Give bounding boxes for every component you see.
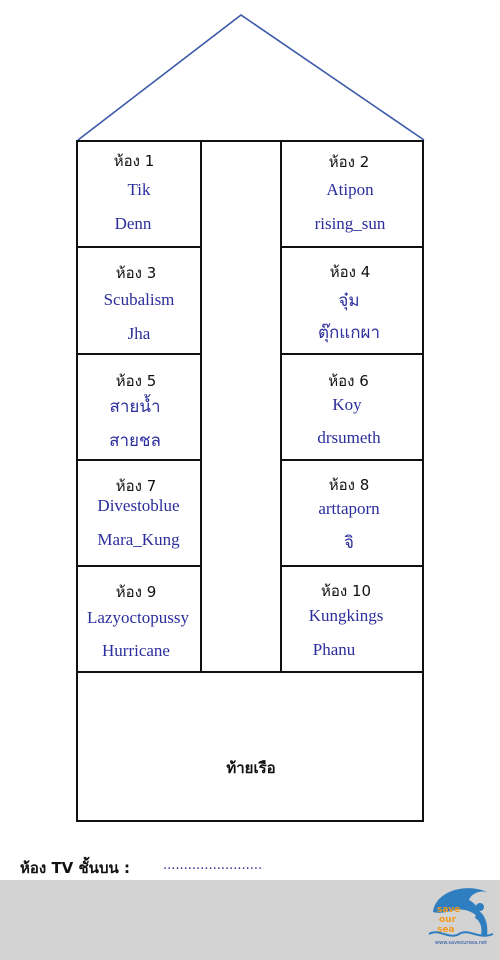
stern-label: ท้ายเรือ xyxy=(226,759,276,777)
diver-head-icon xyxy=(476,903,484,911)
room-label: ห้อง 8 xyxy=(328,476,370,494)
tv-room-value: ........................ xyxy=(163,858,263,873)
diver-icon xyxy=(475,910,487,936)
logo-url[interactable]: www.saveoursea.net xyxy=(435,940,487,946)
svg-text:save: save xyxy=(437,905,461,915)
room-5[interactable] xyxy=(78,355,200,459)
occupant-name: Lazyoctopussy xyxy=(87,608,189,627)
bow-outline xyxy=(78,15,424,140)
occupant-name: Divestoblue xyxy=(97,496,180,515)
tv-room-label: ห้อง TV ชั้นบน : xyxy=(20,859,130,877)
occupant-name: arttaporn xyxy=(318,499,380,518)
room-9[interactable] xyxy=(78,567,200,671)
room-label: ห้อง 2 xyxy=(328,153,370,171)
occupant-name: Koy xyxy=(332,395,362,414)
room-label: ห้อง 10 xyxy=(320,582,372,600)
room-label: ห้อง 4 xyxy=(329,263,371,281)
occupant-name: จุ๋ม xyxy=(338,291,360,311)
occupant-name: สายชล xyxy=(109,431,161,451)
room-label: ห้อง 1 xyxy=(113,152,155,170)
occupant-name: จิ xyxy=(344,533,354,553)
room-8[interactable] xyxy=(282,461,422,565)
occupant-name: Mara_Kung xyxy=(97,530,180,549)
occupant-name: Hurricane xyxy=(102,641,170,660)
room-10[interactable] xyxy=(282,567,422,671)
occupant-name: Denn xyxy=(114,214,152,233)
room-3[interactable] xyxy=(78,248,200,353)
svg-text:sea: sea xyxy=(437,925,455,935)
room-4[interactable] xyxy=(282,248,422,353)
room-7[interactable] xyxy=(78,461,200,565)
room-label: ห้อง 9 xyxy=(115,583,157,601)
occupant-name: ตุ๊กแกผา xyxy=(317,323,381,343)
occupant-name: Atipon xyxy=(326,180,374,199)
occupant-name: rising_sun xyxy=(314,214,386,233)
occupant-name: Phanu xyxy=(312,640,356,659)
room-label: ห้อง 7 xyxy=(115,477,157,495)
occupant-name: drsumeth xyxy=(317,428,381,447)
occupant-name: Scubalism xyxy=(103,290,175,309)
occupant-name: Jha xyxy=(127,324,151,343)
room-6[interactable] xyxy=(282,355,422,459)
occupant-name: Kungkings xyxy=(308,606,384,625)
room-label: ห้อง 3 xyxy=(115,264,157,282)
room-1[interactable] xyxy=(78,142,200,246)
room-label: ห้อง 5 xyxy=(115,372,157,390)
occupant-name: Tik xyxy=(127,180,151,199)
room-label: ห้อง 6 xyxy=(328,372,369,390)
room-2[interactable] xyxy=(282,142,422,246)
occupant-name: สายน้ำ xyxy=(109,397,161,417)
svg-text:our: our xyxy=(439,915,457,925)
